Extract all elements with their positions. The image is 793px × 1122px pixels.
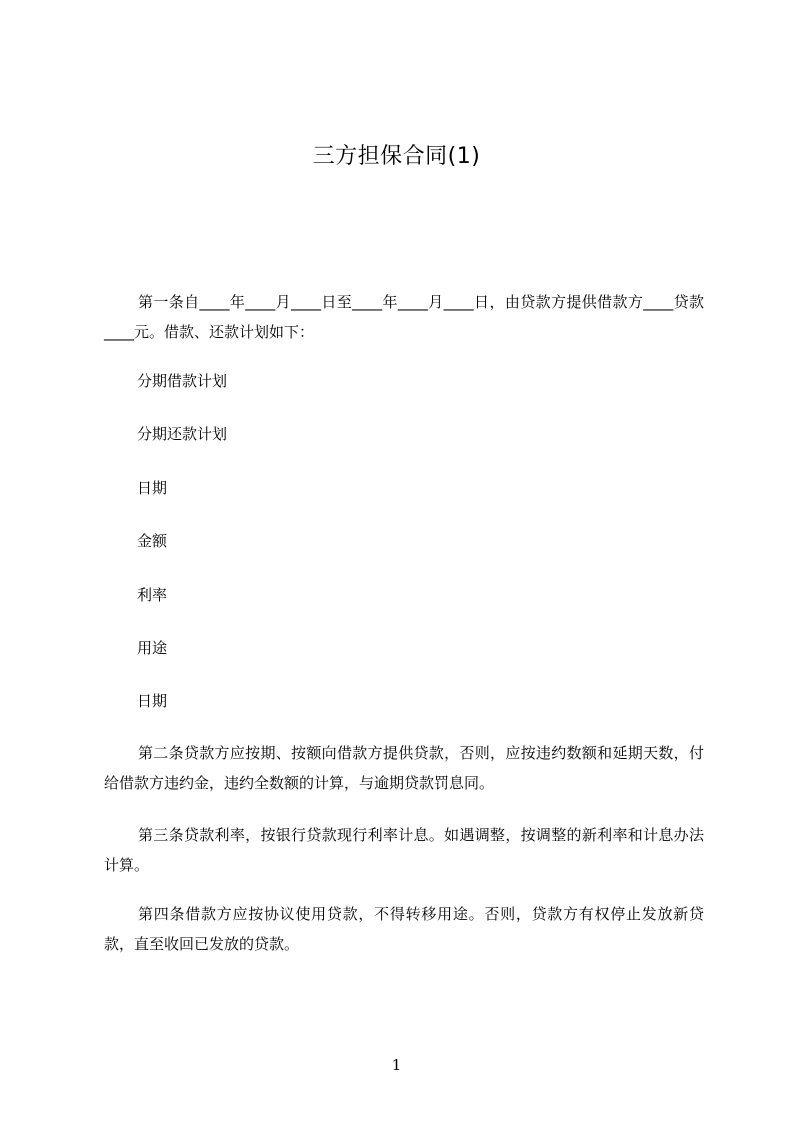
clause-3: 第三条贷款利率，按银行贷款现行利率计息。如遇调整，按调整的新利率和计息办法计算。 [104, 826, 704, 874]
page-number: 1 [391, 1056, 402, 1074]
plan-item-installment-repayment: 分期还款计划 [137, 425, 228, 443]
plan-item-purpose: 用途 [137, 639, 168, 657]
plan-item-date-2: 日期 [137, 692, 168, 710]
clause-1: 第一条自____年____月____日至____年____月____日，由贷款方提供借款方____贷款____元。借款、还款计划如下： [104, 293, 704, 341]
plan-item-amount: 金额 [137, 532, 168, 550]
clause-4: 第四条借款方应按协议使用贷款，不得转移用途。否则，贷款方有权停止发放新贷款，直至收回已发放的贷款。 [104, 905, 704, 953]
plan-item-interest-rate: 利率 [137, 586, 168, 604]
plan-item-date: 日期 [137, 479, 168, 497]
document-title: 三方担保合同(1) [312, 144, 481, 169]
plan-item-installment-borrowing: 分期借款计划 [137, 372, 228, 390]
clause-2: 第二条贷款方应按期、按额向借款方提供贷款，否则，应按违约数额和延期天数，付给借款方违约金，违约全数额的计算，与逾期贷款罚息同。 [104, 744, 704, 792]
